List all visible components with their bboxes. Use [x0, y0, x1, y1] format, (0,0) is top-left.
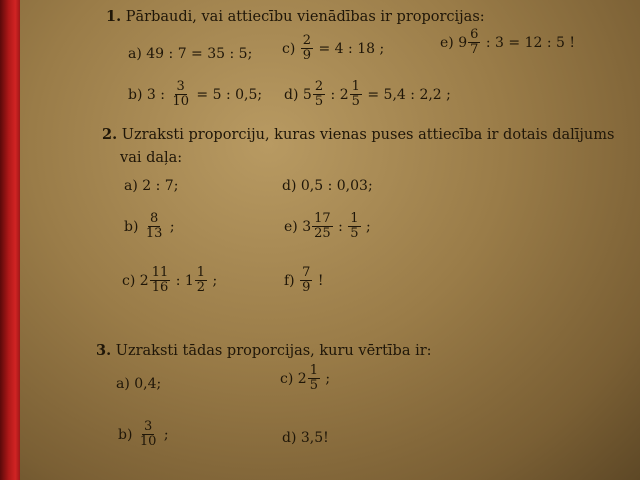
ex2-item-a: [124, 178, 178, 194]
fraction: [195, 266, 207, 296]
item-text: ;: [169, 218, 175, 235]
exercise-3-title: Uzraksti tādas proporcijas, kuru vērtība ir:: [115, 343, 432, 359]
item-text: 0,5 : 0,03;: [300, 178, 373, 194]
ex3-item-d: [282, 430, 329, 446]
item-label: e): [284, 218, 298, 235]
fraction: [468, 28, 480, 58]
item-text: 0,4;: [134, 376, 162, 392]
item-text: = 5 : 0,5;: [196, 86, 263, 103]
item-text: ;: [366, 218, 371, 235]
whole-part: 2: [339, 86, 349, 103]
ex2-item-c: [122, 266, 217, 296]
denominator: 5: [314, 94, 324, 110]
whole-part: 2: [297, 370, 307, 387]
exercise-3-heading: [96, 342, 432, 359]
mixed-number: [303, 80, 326, 110]
item-label: c): [122, 272, 136, 289]
mixed-number: [458, 28, 481, 58]
mixed-number: [140, 266, 171, 296]
numerator: 1: [196, 265, 206, 280]
ex2-item-e: [284, 212, 371, 242]
item-label: a): [116, 376, 130, 392]
fraction: [300, 266, 312, 296]
exercise-2-title-line2: vai daļa:: [120, 150, 183, 166]
denominator: 7: [470, 42, 479, 58]
mixed-number: [185, 266, 208, 296]
ex3-item-a: [116, 376, 161, 392]
ex2-item-b: [124, 212, 175, 242]
mixed-number: [298, 364, 321, 394]
item-text: 2 : 7;: [142, 178, 179, 194]
item-text: ;: [212, 272, 218, 289]
numerator: 1: [309, 363, 318, 378]
whole-part: 1: [184, 272, 194, 289]
ex1-item-a: [128, 46, 252, 62]
ex2-item-f: [284, 266, 323, 296]
whole-part: 9: [458, 34, 468, 51]
item-text: : 3 = 12 : 5 !: [485, 34, 575, 51]
denominator: 10: [172, 94, 189, 110]
item-label: b): [128, 86, 143, 103]
ex1-item-b: [128, 80, 262, 110]
item-text: ;: [325, 370, 331, 387]
textbook-page: [20, 0, 640, 480]
item-label: b): [118, 426, 133, 443]
denominator: 5: [350, 226, 359, 242]
ex1-item-d: [284, 80, 451, 110]
fraction: [150, 266, 171, 296]
numerator: 2: [314, 79, 324, 94]
item-text: 49 : 7 = 35 : 5;: [146, 46, 253, 62]
numerator: 7: [302, 265, 311, 280]
ex3-item-c: [280, 364, 330, 394]
exercise-2-title: Uzraksti proporciju, kuras vienas puses attiecība ir dotais dalījums: [121, 127, 615, 143]
book-cover-edge: [0, 0, 22, 480]
ex2-item-d: [282, 178, 373, 194]
item-label: c): [282, 40, 296, 57]
item-label: a): [128, 46, 142, 62]
item-label: f): [284, 272, 295, 289]
numerator: 17: [314, 211, 331, 226]
ratio-separator: :: [175, 272, 181, 289]
fraction: [138, 420, 159, 450]
denominator: 10: [139, 434, 157, 450]
item-text: 3,5!: [300, 430, 329, 446]
denominator: 13: [145, 226, 163, 242]
whole-part: 5: [302, 86, 312, 103]
numerator: 11: [151, 265, 169, 280]
fraction: [348, 212, 360, 242]
ratio-separator: :: [330, 86, 336, 103]
ratio-separator: :: [338, 218, 343, 235]
fraction: [308, 364, 320, 394]
denominator: 9: [302, 280, 311, 296]
numerator: 3: [176, 79, 185, 94]
exercise-1-number: 1.: [106, 8, 122, 25]
fraction: [312, 212, 333, 242]
item-text: = 4 : 18 ;: [318, 40, 385, 57]
whole-part: 3: [302, 218, 312, 235]
denominator: 16: [151, 280, 169, 296]
numerator: 1: [351, 79, 360, 94]
item-text: = 5,4 : 2,2 ;: [367, 86, 451, 103]
whole-part: 2: [139, 272, 149, 289]
denominator: 5: [309, 378, 318, 394]
ex3-item-b: [118, 420, 169, 450]
exercise-1-title: Pārbaudi, vai attiecību vienādības ir proporcijas:: [125, 9, 485, 25]
exercise-2-heading: [102, 126, 614, 143]
item-label: d): [282, 430, 297, 446]
exercise-2-number: 2.: [102, 126, 118, 143]
fraction: [170, 80, 191, 110]
fraction: [301, 34, 313, 64]
denominator: 2: [196, 280, 206, 296]
exercise-2-title-cont: [120, 150, 182, 166]
ex1-item-c: [282, 34, 384, 64]
ex1-item-e: [440, 28, 575, 58]
fraction: [313, 80, 325, 110]
item-text: ;: [163, 426, 169, 443]
denominator: 25: [314, 226, 331, 242]
numerator: 1: [350, 211, 359, 226]
item-label: d): [282, 178, 297, 194]
item-label: c): [280, 370, 294, 387]
denominator: 5: [351, 94, 360, 110]
item-label: b): [124, 218, 139, 235]
item-label: e): [440, 34, 454, 51]
numerator: 2: [302, 33, 312, 48]
item-text: !: [317, 272, 324, 289]
fraction: [144, 212, 165, 242]
numerator: 6: [470, 27, 479, 42]
item-label: d): [284, 86, 299, 103]
item-label: a): [124, 178, 138, 194]
numerator: 8: [150, 211, 159, 226]
item-text: 3 :: [146, 86, 165, 103]
numerator: 3: [144, 419, 153, 434]
mixed-number: [340, 80, 363, 110]
exercise-3-number: 3.: [96, 342, 112, 359]
denominator: 9: [302, 48, 312, 64]
exercise-1-heading: [106, 8, 485, 25]
fraction: [350, 80, 362, 110]
mixed-number: [302, 212, 333, 242]
